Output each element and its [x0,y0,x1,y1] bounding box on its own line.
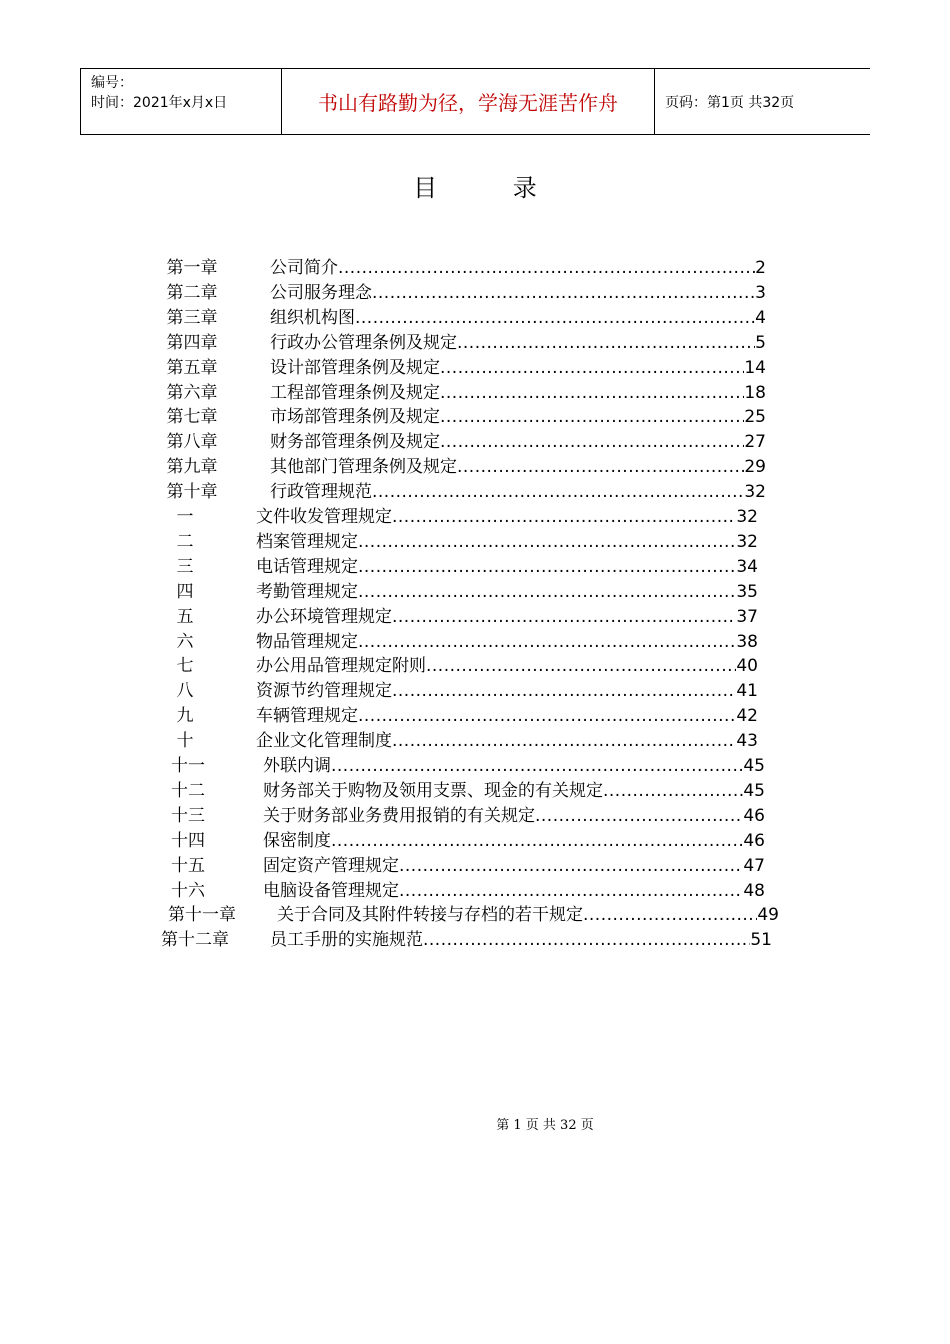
toc-dot-leader [457,331,755,356]
toc-entry[interactable] [166,256,766,281]
toc-chapter-number: 第二章 [166,282,218,303]
page-label: 页码：第1页 共32页 [665,94,795,111]
motto-text: 书山有路勤为径，学海无涯苦作舟 [318,91,618,115]
toc-entry-label: 电脑设备管理规定 [263,880,399,901]
toc-entry[interactable] [161,928,772,953]
toc-entry[interactable] [176,729,758,754]
toc-chapter-number: 第四章 [166,332,218,353]
toc-entry[interactable] [166,381,766,406]
page-cell [655,69,870,134]
header-info-cell [80,69,282,134]
toc-entry-label: 行政办公管理条例及规定 [270,332,457,353]
toc-page-number: 2 [755,258,766,278]
toc-dot-leader [358,580,736,605]
toc-dot-leader [358,704,736,729]
toc-dot-leader [331,754,743,779]
toc-page-number: 32 [736,531,758,552]
toc-dot-leader [392,679,736,704]
toc-page-number: 3 [755,282,766,303]
toc-page-number: 46 [743,830,765,851]
toc-entry-label: 市场部管理条例及规定 [270,407,440,428]
toc-entry-label: 设计部管理条例及规定 [270,357,440,378]
toc-chapter-number: 五 [176,606,194,627]
toc-entry-label: 档案管理规定 [256,531,358,552]
toc-entry-label: 行政管理规范 [270,482,372,503]
toc-page-number: 40 [736,656,758,677]
toc-title: 目 录 [413,174,571,202]
toc-dot-leader [440,430,744,455]
toc-chapter-number: 二 [176,531,194,552]
toc-chapter-number: 四 [176,581,194,602]
toc-chapter-number: 第十二章 [161,930,229,951]
toc-page-number: 27 [744,432,766,453]
time-label: 时间：2021年x月x日 [91,95,228,111]
toc-entry-label: 公司服务理念 [270,282,372,303]
toc-entry[interactable] [166,480,766,505]
toc-chapter-number: 十二 [171,780,205,801]
toc-entry-label: 员工手册的实施规范 [270,930,423,951]
toc-dot-leader [440,381,744,406]
toc-dot-leader [457,455,744,480]
toc-chapter-number: 七 [176,656,194,677]
toc-chapter-number: 第九章 [166,457,218,478]
toc-dot-leader [331,829,743,854]
toc-entry-label: 财务部关于购物及领用支票、现金的有关规定 [263,780,603,801]
motto-cell [282,69,655,134]
toc-entry-label: 工程部管理条例及规定 [270,382,440,403]
toc-dot-leader [399,854,743,879]
toc-entry-label: 资源节约管理规定 [256,681,392,702]
toc-chapter-number: 第十一章 [168,905,236,926]
toc-chapter-number: 六 [176,631,194,652]
toc-page-number: 14 [744,357,766,378]
toc-dot-leader [426,654,736,679]
toc-page-number: 18 [744,382,766,403]
toc-entry[interactable] [166,356,766,381]
toc-entry[interactable] [176,580,758,605]
toc-dot-leader [358,630,736,655]
toc-dot-leader [358,555,736,580]
toc-page-number: 32 [744,482,766,503]
toc-page-number: 35 [736,581,758,602]
toc-dot-leader [440,356,744,381]
toc-dot-leader [603,779,743,804]
toc-chapter-number: 九 [176,706,194,727]
toc-chapter-number: 第六章 [166,382,218,403]
header-table [80,68,870,135]
toc-entry[interactable] [176,630,758,655]
toc-page-number: 42 [736,706,758,727]
toc-entry-label: 其他部门管理条例及规定 [270,457,457,478]
toc-entry-label: 物品管理规定 [256,631,358,652]
toc-page-number: 4 [755,307,766,328]
toc-dot-leader [392,605,736,630]
toc-page-number: 34 [736,556,758,577]
toc-entry-label: 保密制度 [263,830,331,851]
toc-entry-label: 财务部管理条例及规定 [270,432,440,453]
toc-entry-label: 组织机构图 [270,307,355,328]
toc-dot-leader [338,256,755,281]
toc-page-number: 51 [750,930,772,951]
toc-dot-leader [535,804,743,829]
toc-dot-leader [372,480,744,505]
toc-entry[interactable] [176,605,758,630]
toc-chapter-number: 第八章 [166,432,218,453]
toc-dot-leader [392,505,736,530]
toc-page-number: 41 [736,681,758,702]
toc-page-number: 46 [743,805,765,826]
toc-page-number: 29 [744,457,766,478]
toc-entry-label: 考勤管理规定 [256,581,358,602]
toc-page-number: 5 [755,332,766,353]
toc-page-number: 43 [736,731,758,752]
toc-chapter-number: 十五 [171,855,205,876]
toc-entry[interactable] [171,754,765,779]
toc-chapter-number: 十三 [171,805,205,826]
toc-page-number: 45 [743,756,765,776]
toc-chapter-number: 第十章 [166,482,218,503]
toc-entry-label: 公司简介 [270,258,338,278]
toc-chapter-number: 八 [176,681,194,702]
toc-entry-label: 企业文化管理制度 [256,731,392,752]
toc-chapter-number: 第一章 [166,258,218,278]
toc-dot-leader [358,530,736,555]
toc-entry[interactable] [176,704,758,729]
toc-chapter-number: 第五章 [166,357,218,378]
toc-entry-label: 关于财务部业务费用报销的有关规定 [263,805,535,826]
toc-chapter-number: 三 [176,556,194,577]
toc-entry[interactable] [171,879,765,904]
number-label: 编号： [91,75,133,91]
toc-chapter-number: 十 [176,731,194,752]
toc-entry-label: 关于合同及其附件转接与存档的若干规定 [277,905,583,926]
toc-dot-leader [423,928,750,953]
toc-page-number: 49 [757,905,779,926]
toc-chapter-number: 十六 [171,880,205,901]
toc-dot-leader [392,729,736,754]
toc-dot-leader [399,879,743,904]
toc-entry-label: 办公环境管理规定 [256,606,392,627]
page-footer: 第 1 页 共 32 页 [496,1118,594,1133]
toc-chapter-number: 一 [176,507,194,527]
toc-page-number: 37 [736,606,758,627]
toc-page-number: 25 [744,407,766,428]
toc-entry[interactable] [171,804,765,829]
toc-entry[interactable] [176,654,758,679]
toc-entry[interactable] [171,779,765,804]
toc-entry[interactable] [176,555,758,580]
toc-dot-leader [372,281,755,306]
toc-entry-label: 办公用品管理规定附则 [256,656,426,677]
toc-entry-label: 车辆管理规定 [256,706,358,727]
toc-entry[interactable] [166,455,766,480]
toc-dot-leader [355,306,755,331]
toc-entry[interactable] [176,530,758,555]
toc-entry[interactable] [168,903,779,928]
toc-entry-label: 固定资产管理规定 [263,855,399,876]
toc-dot-leader [583,903,757,928]
toc-entry[interactable] [166,281,766,306]
toc-chapter-number: 第七章 [166,407,218,428]
toc-page-number: 38 [736,631,758,652]
toc-entry[interactable] [171,854,765,879]
toc-entry-label: 外联内调 [263,756,331,776]
toc-dot-leader [440,405,744,430]
toc-chapter-number: 十一 [171,756,205,776]
toc-page-number: 32 [736,507,758,527]
toc-page-number: 48 [743,880,765,901]
toc-entry[interactable] [176,505,758,530]
toc-entry-label: 电话管理规定 [256,556,358,577]
toc-entry[interactable] [166,405,766,430]
toc-chapter-number: 十四 [171,830,205,851]
toc-entry[interactable] [166,430,766,455]
toc-entry[interactable] [166,306,766,331]
toc-chapter-number: 第三章 [166,307,218,328]
toc-entry-label: 文件收发管理规定 [256,507,392,527]
toc-entry[interactable] [166,331,766,356]
toc-page-number: 45 [743,780,765,801]
toc-entry[interactable] [176,679,758,704]
toc-entry[interactable] [171,829,765,854]
toc-page-number: 47 [743,855,765,876]
